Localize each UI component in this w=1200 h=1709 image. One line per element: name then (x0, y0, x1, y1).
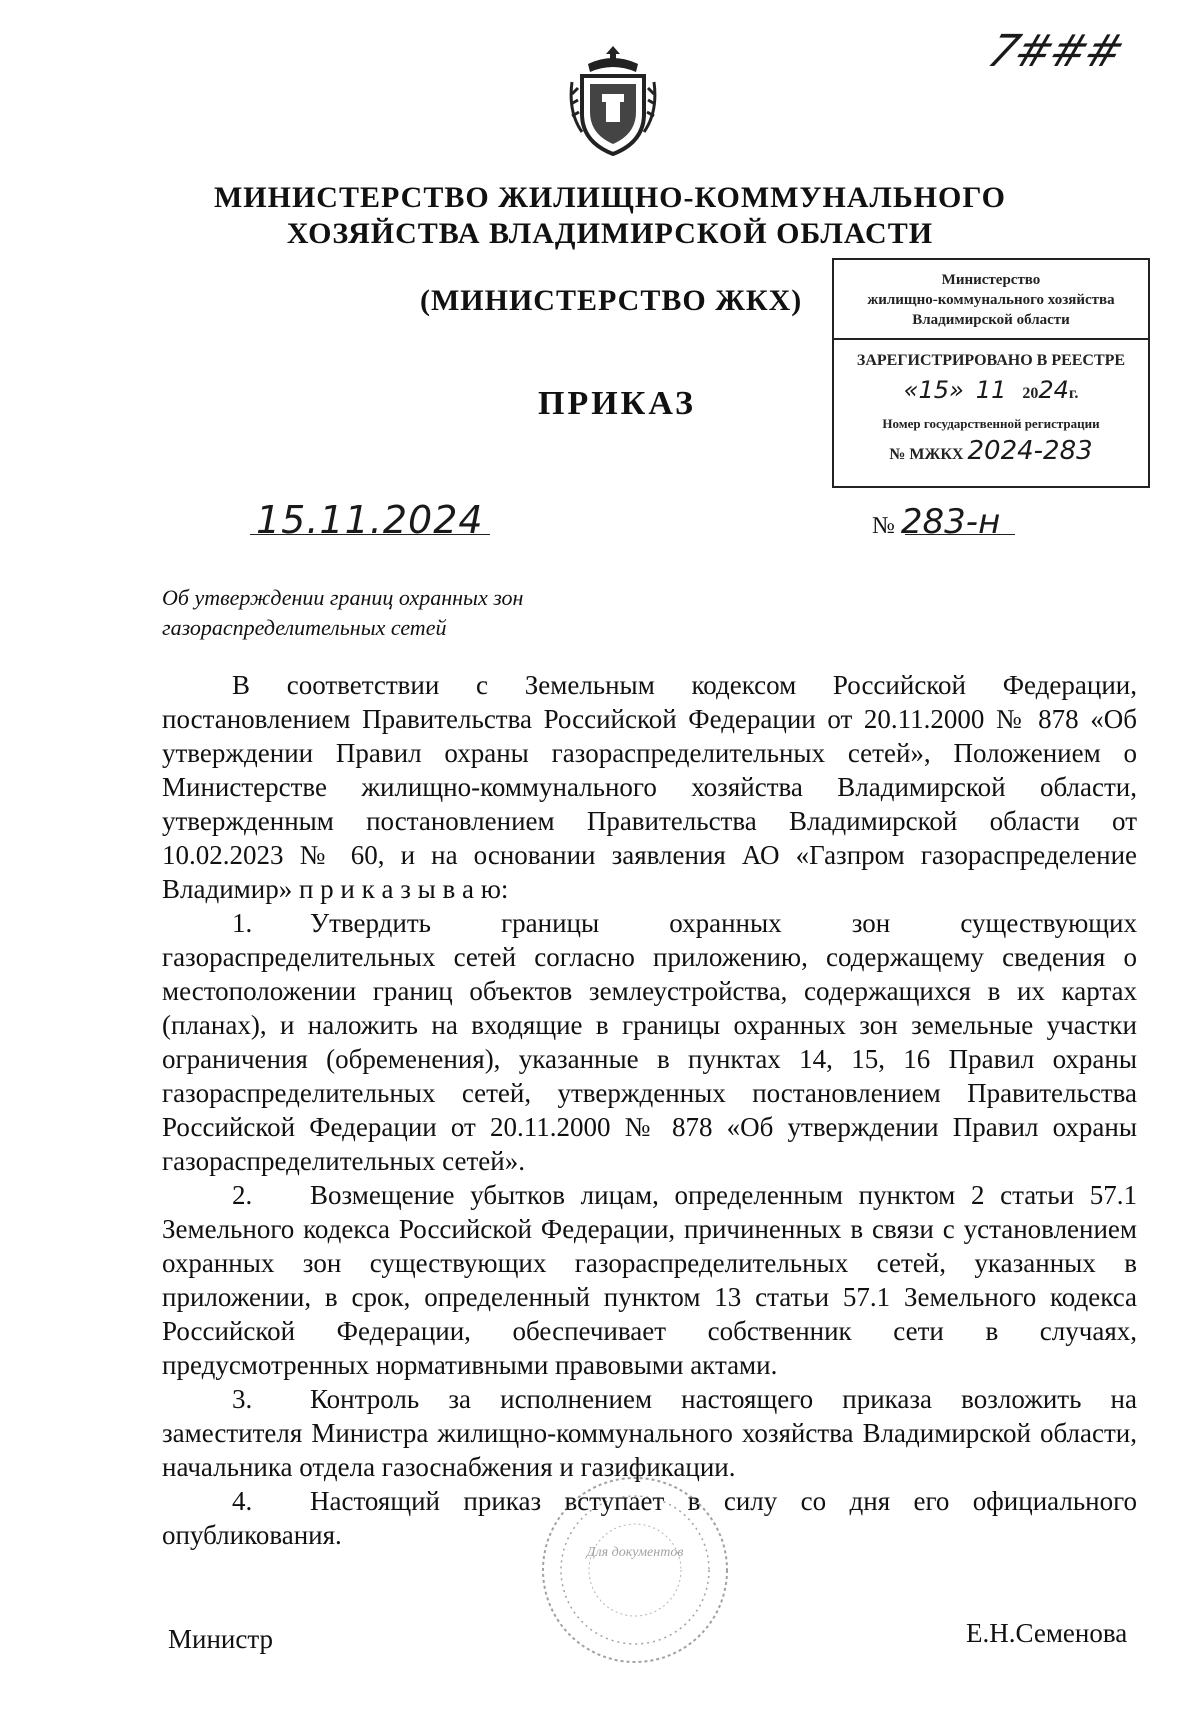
seal-text: Для документов (586, 1545, 684, 1560)
order-item-number: 1. (232, 908, 253, 938)
official-seal-icon (535, 1470, 735, 1670)
order-subject (162, 583, 523, 643)
order-subject-line1: Об утверждении границ охранных зон (162, 585, 524, 610)
stamp-date-day: «15» (903, 376, 964, 404)
order-item (162, 1382, 1137, 1484)
order-date: 15.11.2024 (256, 498, 484, 542)
stamp-reg-prefix: № МЖКХ (889, 446, 964, 463)
signatory-title: Министр (168, 1624, 273, 1654)
order-date-underline (250, 534, 490, 535)
stamp-org-line2: жилищно-коммунального хозяйства (867, 292, 1115, 308)
stamp-date-year-prefix: 20 (1022, 385, 1039, 402)
stamp-reg-number-value: 2024-283 (967, 436, 1093, 466)
order-number (872, 502, 1000, 542)
ministry-title-line2: ХОЗЯЙСТВА ВЛАДИМИРСКОЙ ОБЛАСТИ (286, 217, 934, 250)
stamp-date-year-suffix: 24 (1038, 376, 1069, 404)
stamp-reg-number (834, 436, 1148, 466)
document-type-heading: ПРИКАЗ (538, 385, 696, 422)
ministry-title-line1: МИНИСТЕРСТВО ЖИЛИЩНО-КОММУНАЛЬНОГО (213, 181, 1007, 214)
stamp-date-month: 11 (975, 376, 1007, 404)
registration-stamp (832, 258, 1150, 488)
coat-of-arms-emblem-icon (568, 42, 658, 160)
order-body (162, 668, 1137, 1552)
order-item-number: 3. (232, 1384, 253, 1414)
order-item-number: 2. (232, 1180, 253, 1210)
stamp-reg-number-label: Номер государственной регистрации (882, 416, 1100, 431)
order-item-text: Утвердить границы охранных зон существующих газораспределительных сетей согласно приложению, содержащему сведения о местоположении границ объектов землеустройства, содержащихся в их картах (планах), и наложить на входящие в границы охранных зон земельные участки ограничения (обременения), указанные в пунктах 14, 15, 16 Правил охраны газораспределительных сетей, утвержденных постановлением Правительства Российской Федерации от 20.11.2000 № 878 «Об утверждении Правил охраны газораспределительных сетей». (162, 908, 1137, 1176)
order-item-text: Возмещение убытков лицам, определенным пунктом 2 статьи 57.1 Земельного кодекса Российской Федерации, причиненных в связи с установлением охранных зон существующих газораспределительных сетей, указанных в приложении, в срок, определенный пунктом 13 статьи 57.1 Земельного кодекса Российской Федерации, обеспечивает собственник сети в случаях, предусмотренных нормативными правовыми актами. (162, 1180, 1137, 1380)
handwritten-corner-mark: 7### (981, 26, 1129, 77)
stamp-date-suffix: г. (1068, 385, 1079, 402)
ministry-title (150, 180, 1070, 252)
order-subject-line2: газораспределительных сетей (162, 615, 447, 640)
stamp-org-line3: Владимирской области (912, 312, 1070, 328)
order-number-underline (905, 534, 1015, 535)
stamp-registered-label: ЗАРЕГИСТРИРОВАНО В РЕЕСТРЕ (856, 352, 1126, 369)
stamp-org-line1: Министерство (941, 272, 1041, 288)
order-item-text: Настоящий приказ вступает в силу со дня его официального опубликования. (162, 1486, 1137, 1550)
order-preamble: В соответствии с Земельным кодексом Российской Федерации, постановлением Правительства Российской Федерации от 20.11.2000 № 878 «Об утверждении Правил охраны газораспределительных сетей», Положением о Министерстве жилищно-коммунального хозяйства Владимирской области, утвержденным постановлением Правительства Владимирской области от 10.02.2023 № 60, и на основании заявления АО «Газпром газораспределение Владимир» п р и к а з ы в а ю: (162, 670, 1137, 904)
order-item-text: Контроль за исполнением настоящего приказа возложить на заместителя Министра жилищно-коммунального хозяйства Владимирской области, начальника отдела газоснабжения и газификации. (162, 1384, 1137, 1482)
ministry-short-name: (МИНИСТЕРСТВО ЖКХ) (420, 284, 803, 317)
order-item (162, 1178, 1137, 1382)
order-item (162, 906, 1137, 1178)
order-number-value: 283-н (900, 502, 1001, 542)
signatory-name: Е.Н.Семенова (966, 1618, 1128, 1648)
stamp-date (834, 376, 1148, 404)
order-item-number: 4. (232, 1486, 253, 1516)
stamp-organization (834, 260, 1148, 340)
order-number-prefix: № (872, 513, 895, 539)
